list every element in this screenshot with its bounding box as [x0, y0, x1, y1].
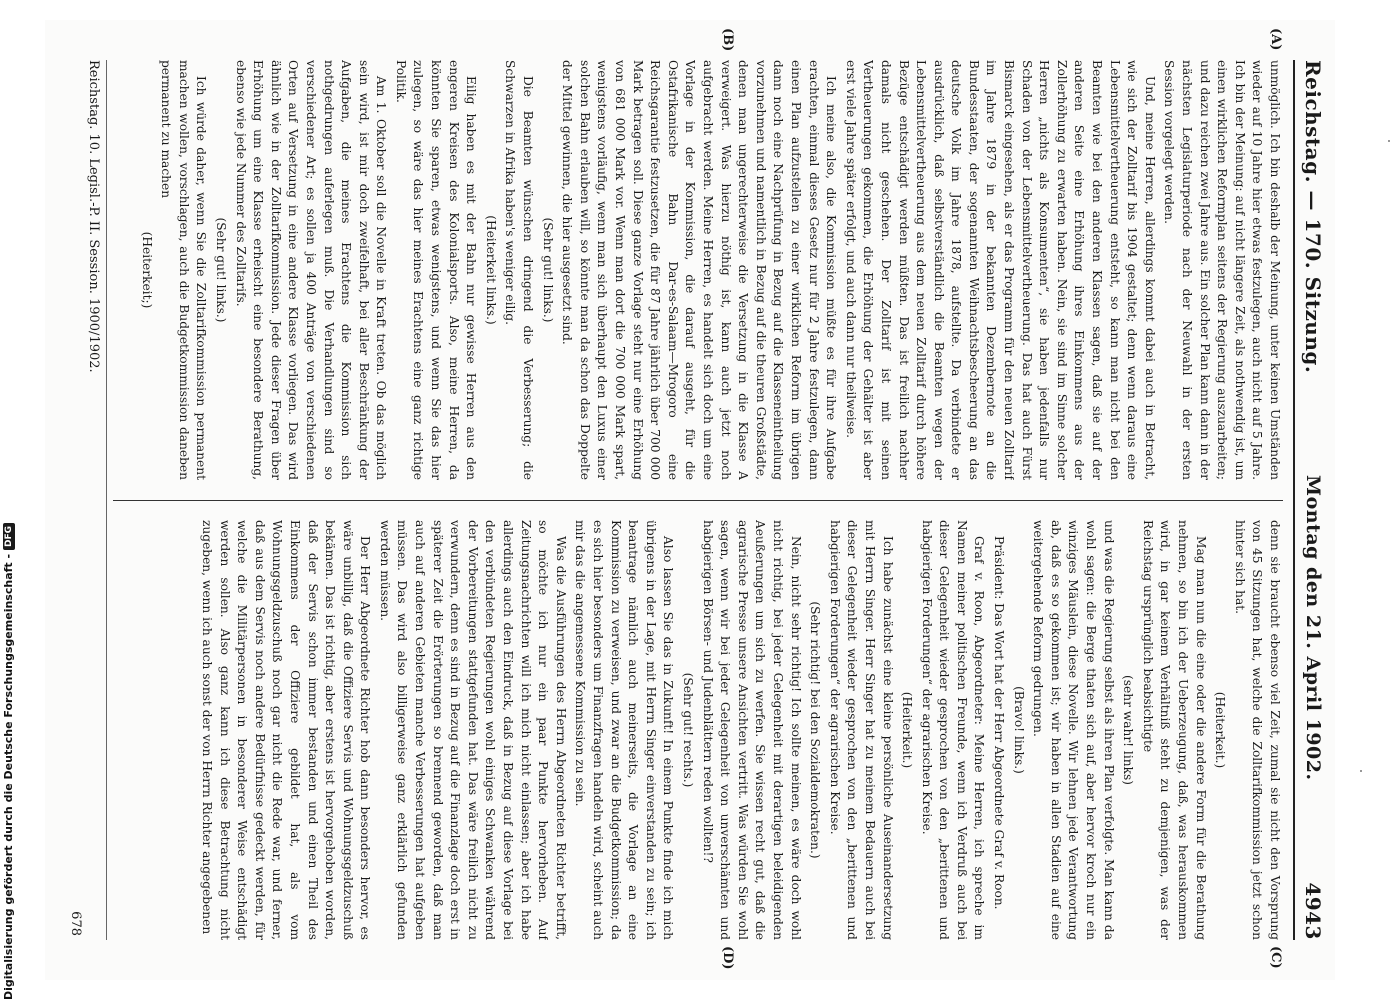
left-paragraph: unmöglich. Ich bin deshalb der Meinung, unter keinen Umständen wieder auf 10 Jahre hier etwas festzulegen, auch nicht auf 5 Jahre. Ich bin der Meinung: auf nicht längere Zeit, als nothwendig ist, um einen wirklichen Reformplan seitens der Regierung auszuarbeiten; und dazu reichen zwei Jahre aus. Ein solcher Plan kann dann in der nächsten Legislaturperiode nach der Neuwahl in der ersten Session vorgelegt werden.: [1162, 60, 1282, 480]
margin-marker-d: (D): [720, 946, 735, 970]
header-left: Reichstag. — 170. Sitzung.: [1301, 60, 1325, 374]
digitization-credit: [2, 523, 15, 1000]
left-paragraph: Die Beamten wünschen dringend die Verbesserung; die Schwarzen in Afrika haben's weniger eilig.: [503, 60, 536, 480]
document-page: [45, 20, 1335, 980]
footer-session: Reichstag. 10. Legisl.-P. II. Session. 1900/1902.: [86, 60, 102, 373]
right-paragraph: Mag man nun die eine oder die andere Form für die Berathung nehmen, so bin ich der Ueberzeugung, daß, was herauskommen wird, in gar keinem Verhältniß steht zu demjenigen, was der Reichstag ursprünglich beabsichtigte: [1140, 520, 1208, 940]
left-paragraph: Am 1. Oktober soll die Novelle in Kraft treten. Ob das möglich sein wird, ist mir doch zweifelhaft, bei aller Beschränkung der Aufgaben, die meines Erachtens die Kommission sich nothgedrungen auferlegen muß. Die Verhandlungen sind so verschiedener Art; es sollen ja 400 Anträge von verschiedenen Orten auf Versetzung in eine andere Klasse vorliegen. Das wird ähnlich wie in der Zolltarifkommission. Jede dieser Fragen über Erhöhung um eine Klasse erheischt eine besondere Berathung, ebenso wie jede Nummer des Zolltarifs.: [233, 60, 389, 480]
left-interjection: (Sehr gut! links.): [213, 217, 228, 323]
right-paragraph: Der Herr Abgeordnete Richter hob dann besonders hervor, es wäre unbillig, daß die Offiziere Servis und Wohnungsgeldzuschuß bekämen. Das ist richtig, aber erstens ist hervorgehoben worden, daß der Servis schon immer bestanden und einen Theil des Einkommens der Offiziere gebildet hat, als vom Wohnungsgeldzuschuß noch gar nicht die Rede war, und ferner, daß aus dem Servis noch andere Bedürfnisse gedeckt werden, für welche die Militärpersonen in besonderer Weise entschädigt werden sollen. Also ganz kann ich diese Betrachtung nicht zugeben, wenn ich auch sonst der von Herrn Richter angegebenen: [199, 520, 373, 940]
right-interjection: (Sehr gut! rechts.): [681, 672, 695, 788]
right-interjection: (Heiterkeit.): [900, 691, 915, 769]
page-footer: [82, 60, 107, 940]
left-paragraph: Ich meine also, die Kommission müßte es für ihre Aufgabe erachten, einmal dieses Gesetz nur für 2 Jahre festzulegen, dann einen Plan aufzustellen zu einer wirklichen Reform im übrigen dann noch eine Nachprüfung in Bezug auf die Klasseneintheilung vorzunehmen und namentlich in Bezug auf die theuren Großstädte, denen man ungerechterweise die Versetzung in die Klasse A verweigert. Was hierzu nöthig ist, kann auch jetzt noch aufgebracht werden. Meine Herren, es handelt sich doch um eine Vorlage in der Kommission, die darauf ausgeht, für die Ostafrikanische Bahn Dar-es-Salaam—Mrogoro eine Reichsgarantie festzusetzen, die für 87 Jahre jährlich über 700 000 Mark betragen soll. Diese ganze Vorlage steht nur eine Erhöhung von 681 000 Mark vor. Wenn man dort die 700 000 Mark spart, wenigstens vorläufig, wenn man sich überhaupt den Luxus einer solchen Bahn erlauben will, so könnte man da schon das Doppelte der Mittel gewinnen, die hier ausgesetzt sind.: [560, 60, 839, 480]
margin-marker-a: (A): [1268, 28, 1283, 51]
right-paragraph: Also lassen Sie das in Zukunft! In einem Punkte finde ich mich übrigens in der Lage, mit Herrn Singer einverstanden zu sein; ich beantrage nämlich auch meinerseits, die Vorlage an eine Kommission zu verweisen, und zwar an die Budgetkommission; da es sich hier besonders um Finanzfragen handeln wird, scheint auch mir das die angemessene Kommission zu sein.: [573, 520, 676, 940]
left-paragraph: Ich würde daher, wenn Sie die Zolltarifkommission permanent machen wollen, vorschlagen, auch die Budgetkommission daneben permanent zu machen: [159, 60, 209, 480]
left-interjection: (Sehr gut! links.): [540, 217, 555, 323]
right-paragraph: Ich habe zunächst eine kleine persönliche Auseinandersetzung mit Herrn Singer. Herr Singer hat zu meinem Bedauern auch bei dieser Gelegenheit wieder gesprochen von den „berittenen und habgierigen Forderungen“ der agrarischen Kreise.: [827, 520, 895, 940]
right-interjection: (sehr wahr! links): [1121, 675, 1136, 785]
right-paragraph: Nein, nicht sehr richtig! Ich sollte meinen, es wäre doch wohl nicht richtig, bei jeder Gelegenheit mit derartigen beleidigenden Aeußerungen um sich zu werfen. Sie wissen recht gut, daß die agrarische Presse unsere Ansichten vertritt. Was würden Sie wohl sagen, wenn wir bei jeder Gelegenheit von unverschämten und habgierigen Börsen- und Judenblättern reden wollten!?: [700, 520, 803, 940]
column-divider: [113, 500, 1283, 501]
credit-text: Digitalisierung gefördert durch die Deutsche Forschungsgemeinschaft -: [2, 553, 15, 1000]
scan-speck: [1388, 140, 1390, 142]
speaker-intro: Graf v. Roon, Abgeordneter: Meine Herren, ich spreche im Namen meiner politischen Freunde, wenn ich Verdruß auch bei dieser Gelegenheit wieder gesprochen von den „berittenen und habgierigen Forderungen“ der agrarischen Kreise.: [919, 520, 987, 940]
footer-sheet-number: 678: [68, 911, 83, 936]
left-paragraph: Eilig haben es mit der Bahn nur gewisse Herren aus den engeren Kreisen des Kolonialsports. Also, meine Herren, da könnten Sie sparen, etwas wenigstens, und wenn Sie das hier zulegen, so wäre das hier meines Erachtens eine ganz richtige Politik.: [393, 60, 479, 480]
right-paragraph: denn sie braucht ebenso viel Zeit, zumal sie nicht den Vorsprung von 45 Sitzungen hat, welche die Zolltarifkommission jetzt schon hinter sich hat.: [1232, 520, 1282, 940]
right-interjection: (Heiterkeit.): [1213, 691, 1228, 769]
right-paragraph: und was die Regierung selbst als ihren Plan verfolgte. Man kann da wohl sagen: die Berge thaten sich auf, aber hervor kroch nur ein winziges Mäuslein, diese Novelle. Wir lehnen jede Verantwortung ab, daß es so gekommen ist; wir haben in allen Stadien auf eine weitergehende Reform gedrungen.: [1031, 520, 1116, 940]
scan-speck: [1360, 770, 1362, 772]
president-line: Präsident: Das Wort hat der Herr Abgeordnete Graf v. Roon.: [992, 536, 1007, 910]
right-column: [113, 520, 1283, 940]
right-interjection: (Sehr richtig! bei den Sozialdemokraten.): [808, 601, 823, 859]
header-page-number: 4943: [1301, 882, 1325, 940]
right-paragraph: Was die Ausführungen des Herrn Abgeordneten Richter betrifft, so möchte ich nur ein paar Punkte hervorheben. Auf Zeitungsnachrichten will ich mich nicht einlassen; aber ich habe allerdings auch den Eindruck, daß in Bezug auf diese Vorlage bei den verbündeten Regierungen wohl einiges Schwanken während der Vorbereitungen stattgefunden hat. Das wäre freilich nicht zu verwundern, denn es sind in Bezug auf die Finanzlage doch erst in späterer Zeit die Erörterungen so brennend geworden, daß man auch auf anderen Gebieten manche Verbesserungen hat aufgeben müssen. Das wird also billigerweise ganz erklärlich gefunden werden müssen.: [377, 520, 568, 940]
left-interjection: (Heiterkeit;): [139, 231, 154, 309]
left-interjection: (Heiterkeit links.): [483, 215, 498, 325]
margin-marker-c: (C): [1268, 946, 1283, 969]
page-header: [1293, 60, 1331, 940]
dfg-logo: DFG: [3, 523, 15, 550]
right-interjection: (Bravo! links.): [1011, 686, 1026, 774]
margin-marker-b: (B): [720, 28, 735, 52]
left-column: [113, 60, 1283, 480]
left-paragraph: Und, meine Herren, allerdings kommt dabei auch in Betracht, wie sich der Zolltarif bis 1904 gestaltet; denn wenn daraus eine Lebensmittelvertheuerung entsteht, so kann man nicht bei den Beamten wie bei den anderen Klassen sagen, daß sie auf der anderen Seite eine Erhöhung ihres Einkommens aus der Zollerhöhung zu erwarten haben. Nein, sie sind im Sinne solcher Herren „nichts als Konsumenten“, sie haben jedenfalls nur Schaden von der Lebensmittelvertheuerung. Das hat auch Fürst Bismarck eingesehen, als er das Programm für den neuen Zolltarif im Jahre 1879 in der bekannten Dezembernote an die Bundesstaaten, der sogenannten Weihnachtsbescheerung an das deutsche Volk im Jahre 1878, aufstellte. Da verbindete er ausdrücklich, daß selbstverständlich die Beamten wegen der Lebensmittelvertheuerung aus dem neuen Zolltarif durch höhere Bezüge entschädigt werden müßten. Das ist freilich nachher damals nicht geschehen. Der Zolltarif ist mit seinen Vertheuerungen gekommen, die Erhöhung der Gehälter ist aber erst viele Jahre später erfolgt, und auch dann nur theilweise.: [843, 60, 1157, 480]
header-date: Montag den 21. April 1902.: [1302, 475, 1324, 781]
